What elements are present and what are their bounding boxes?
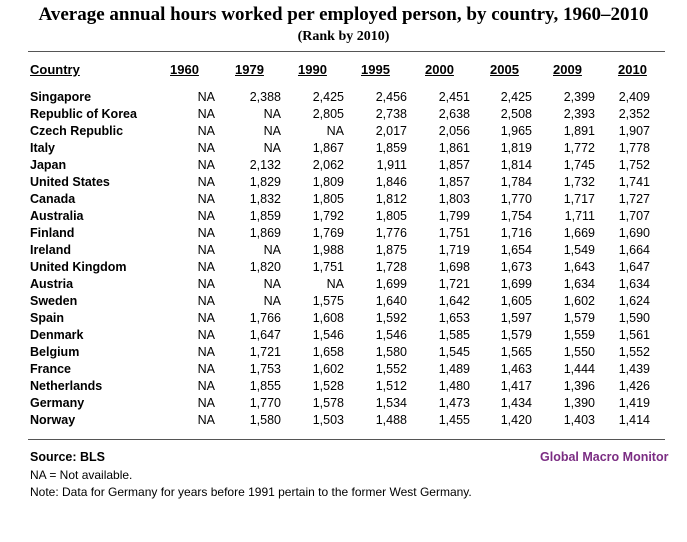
hours-cell: 1,489: [438, 362, 470, 376]
country-name: Czech Republic: [30, 124, 124, 138]
hours-cell: 1,565: [500, 345, 532, 359]
hours-cell: NA: [263, 277, 281, 291]
table-row: [0, 362, 687, 379]
hours-cell: 1,653: [438, 311, 470, 325]
hours-cell: 1,690: [618, 226, 650, 240]
hours-cell: 2,017: [375, 124, 407, 138]
hours-cell: 2,451: [438, 90, 470, 104]
germany-note: Note: Data for Germany for years before 1991 pertain to the former West Germany.: [30, 485, 472, 499]
hours-cell: 1,503: [312, 413, 344, 427]
hours-cell: NA: [197, 294, 215, 308]
hours-cell: NA: [326, 277, 344, 291]
hours-cell: NA: [263, 243, 281, 257]
hours-cell: 1,624: [618, 294, 650, 308]
hours-cell: 1,829: [249, 175, 281, 189]
hours-cell: 1,455: [438, 413, 470, 427]
hours-cell: 1,647: [618, 260, 650, 274]
table-row: [0, 226, 687, 243]
hours-cell: 1,426: [618, 379, 650, 393]
hours-cell: 1,534: [375, 396, 407, 410]
table-row: [0, 175, 687, 192]
hours-cell: 1,463: [500, 362, 532, 376]
hours-cell: 1,396: [563, 379, 595, 393]
table-header: [0, 62, 687, 80]
column-header-2009: 2009: [553, 62, 582, 77]
na-note: NA = Not available.: [30, 468, 133, 482]
hours-cell: 1,732: [563, 175, 595, 189]
table-row: [0, 379, 687, 396]
hours-cell: 1,605: [500, 294, 532, 308]
hours-cell: 1,770: [500, 192, 532, 206]
hours-cell: 1,434: [500, 396, 532, 410]
hours-cell: 1,707: [618, 209, 650, 223]
hours-cell: 1,861: [438, 141, 470, 155]
table-row: [0, 311, 687, 328]
hours-cell: 1,546: [312, 328, 344, 342]
hours-cell: 1,580: [375, 345, 407, 359]
hours-cell: 1,803: [438, 192, 470, 206]
hours-cell: NA: [197, 413, 215, 427]
hours-cell: 1,752: [618, 158, 650, 172]
column-header-2000: 2000: [425, 62, 454, 77]
hours-cell: 1,602: [312, 362, 344, 376]
hours-cell: NA: [197, 141, 215, 155]
hours-cell: 1,814: [500, 158, 532, 172]
hours-cell: 1,444: [563, 362, 595, 376]
table-row: [0, 277, 687, 294]
column-header-1990: 1990: [298, 62, 327, 77]
hours-cell: 1,546: [375, 328, 407, 342]
country-name: Germany: [30, 396, 85, 410]
table-row: [0, 345, 687, 362]
hours-cell: 1,561: [618, 328, 650, 342]
hours-cell: 1,575: [312, 294, 344, 308]
table-row: [0, 243, 687, 260]
hours-cell: 1,673: [500, 260, 532, 274]
hours-cell: NA: [263, 141, 281, 155]
hours-cell: 2,456: [375, 90, 407, 104]
country-name: Denmark: [30, 328, 84, 342]
hours-cell: 2,805: [312, 107, 344, 121]
hours-cell: 1,414: [618, 413, 650, 427]
hours-cell: 1,805: [375, 209, 407, 223]
table-row: [0, 209, 687, 226]
hours-cell: 1,580: [249, 413, 281, 427]
hours-cell: NA: [197, 90, 215, 104]
bottom-divider: [28, 439, 665, 440]
hours-cell: 1,741: [618, 175, 650, 189]
hours-cell: 1,766: [249, 311, 281, 325]
hours-cell: 2,508: [500, 107, 532, 121]
hours-cell: 1,634: [618, 277, 650, 291]
hours-cell: NA: [197, 209, 215, 223]
hours-cell: 1,578: [312, 396, 344, 410]
country-name: Republic of Korea: [30, 107, 137, 121]
hours-cell: 1,891: [563, 124, 595, 138]
hours-cell: 2,388: [249, 90, 281, 104]
hours-cell: NA: [263, 124, 281, 138]
hours-cell: 1,608: [312, 311, 344, 325]
hours-cell: 2,738: [375, 107, 407, 121]
hours-cell: 1,549: [563, 243, 595, 257]
hours-cell: 1,805: [312, 192, 344, 206]
hours-cell: 2,352: [618, 107, 650, 121]
hours-cell: 1,642: [438, 294, 470, 308]
hours-cell: NA: [197, 158, 215, 172]
hours-cell: 1,769: [312, 226, 344, 240]
hours-cell: 1,859: [375, 141, 407, 155]
hours-cell: NA: [263, 107, 281, 121]
hours-cell: 1,846: [375, 175, 407, 189]
hours-cell: 1,753: [249, 362, 281, 376]
hours-cell: 1,820: [249, 260, 281, 274]
hours-cell: 1,717: [563, 192, 595, 206]
hours-cell: 1,420: [500, 413, 532, 427]
hours-cell: 2,393: [563, 107, 595, 121]
hours-cell: 1,643: [563, 260, 595, 274]
table-row: [0, 413, 687, 430]
hours-cell: 1,664: [618, 243, 650, 257]
hours-cell: 1,545: [438, 345, 470, 359]
table-row: [0, 328, 687, 345]
hours-cell: 1,528: [312, 379, 344, 393]
table-body: [0, 90, 687, 430]
hours-cell: 1,875: [375, 243, 407, 257]
table-row: [0, 124, 687, 141]
hours-cell: 1,669: [563, 226, 595, 240]
hours-cell: NA: [197, 243, 215, 257]
hours-cell: 1,809: [312, 175, 344, 189]
column-header-1995: 1995: [361, 62, 390, 77]
country-name: Ireland: [30, 243, 71, 257]
hours-cell: 1,640: [375, 294, 407, 308]
page-title: Average annual hours worked per employed person, by country, 1960–2010: [38, 4, 649, 25]
hours-cell: 1,559: [563, 328, 595, 342]
hours-cell: 2,425: [312, 90, 344, 104]
page-subtitle: (Rank by 2010): [297, 29, 390, 44]
hours-cell: 1,812: [375, 192, 407, 206]
hours-cell: 1,403: [563, 413, 595, 427]
hours-cell: 1,751: [438, 226, 470, 240]
country-name: Canada: [30, 192, 76, 206]
hours-cell: 1,480: [438, 379, 470, 393]
hours-cell: 1,867: [312, 141, 344, 155]
hours-cell: 2,062: [312, 158, 344, 172]
country-name: Spain: [30, 311, 65, 325]
table-row: [0, 192, 687, 209]
hours-cell: 1,784: [500, 175, 532, 189]
hours-cell: 1,770: [249, 396, 281, 410]
hours-cell: NA: [197, 328, 215, 342]
hours-cell: NA: [197, 379, 215, 393]
hours-cell: 1,552: [375, 362, 407, 376]
hours-cell: 1,772: [563, 141, 595, 155]
hours-cell: 1,390: [563, 396, 595, 410]
hours-cell: 1,832: [249, 192, 281, 206]
hours-cell: 2,425: [500, 90, 532, 104]
hours-cell: 1,579: [500, 328, 532, 342]
hours-cell: 1,799: [438, 209, 470, 223]
hours-cell: NA: [197, 362, 215, 376]
hours-cell: NA: [197, 175, 215, 189]
hours-cell: 1,721: [438, 277, 470, 291]
country-name: Austria: [30, 277, 74, 291]
top-divider: [28, 51, 665, 52]
hours-cell: 1,439: [618, 362, 650, 376]
column-header-country: Country: [30, 62, 80, 77]
column-header-2010: 2010: [618, 62, 647, 77]
hours-cell: 1,988: [312, 243, 344, 257]
source-note: Source: BLS: [30, 450, 106, 464]
country-name: Italy: [30, 141, 56, 155]
hours-cell: 1,855: [249, 379, 281, 393]
hours-cell: 2,399: [563, 90, 595, 104]
hours-cell: NA: [197, 226, 215, 240]
hours-cell: 1,699: [500, 277, 532, 291]
hours-cell: 1,597: [500, 311, 532, 325]
hours-cell: 1,727: [618, 192, 650, 206]
country-name: Norway: [30, 413, 76, 427]
hours-cell: 1,658: [312, 345, 344, 359]
hours-cell: NA: [197, 107, 215, 121]
hours-cell: 1,859: [249, 209, 281, 223]
hours-cell: 1,751: [312, 260, 344, 274]
hours-cell: NA: [197, 124, 215, 138]
country-name: United Kingdom: [30, 260, 127, 274]
country-name: Belgium: [30, 345, 80, 359]
hours-cell: NA: [197, 345, 215, 359]
country-name: France: [30, 362, 71, 376]
hours-cell: 2,132: [249, 158, 281, 172]
table-row: [0, 260, 687, 277]
hours-cell: 1,473: [438, 396, 470, 410]
hours-cell: 1,647: [249, 328, 281, 342]
hours-cell: 1,857: [438, 158, 470, 172]
country-name: United States: [30, 175, 110, 189]
hours-cell: 1,699: [375, 277, 407, 291]
table-row: [0, 90, 687, 107]
hours-cell: 1,728: [375, 260, 407, 274]
hours-cell: 1,721: [249, 345, 281, 359]
hours-cell: NA: [197, 260, 215, 274]
hours-cell: 1,417: [500, 379, 532, 393]
hours-cell: 1,792: [312, 209, 344, 223]
table-row: [0, 158, 687, 175]
hours-cell: 1,590: [618, 311, 650, 325]
hours-cell: 1,579: [563, 311, 595, 325]
country-name: Australia: [30, 209, 84, 223]
hours-cell: NA: [326, 124, 344, 138]
hours-cell: 1,869: [249, 226, 281, 240]
hours-cell: 2,056: [438, 124, 470, 138]
hours-cell: 1,745: [563, 158, 595, 172]
hours-cell: 1,716: [500, 226, 532, 240]
hours-cell: 2,409: [618, 90, 650, 104]
country-name: Sweden: [30, 294, 78, 308]
hours-cell: 1,719: [438, 243, 470, 257]
hours-cell: 1,592: [375, 311, 407, 325]
hours-cell: 1,602: [563, 294, 595, 308]
hours-cell: 1,857: [438, 175, 470, 189]
table-row: [0, 396, 687, 413]
hours-cell: NA: [197, 396, 215, 410]
hours-cell: 1,911: [376, 158, 407, 172]
table-row: [0, 294, 687, 311]
country-name: Singapore: [30, 90, 92, 104]
hours-cell: 1,754: [500, 209, 532, 223]
country-name: Netherlands: [30, 379, 103, 393]
hours-cell: 1,634: [563, 277, 595, 291]
hours-cell: NA: [197, 192, 215, 206]
hours-cell: NA: [197, 277, 215, 291]
hours-cell: 1,552: [618, 345, 650, 359]
hours-cell: 1,550: [563, 345, 595, 359]
hours-cell: 1,654: [500, 243, 532, 257]
hours-cell: 1,778: [618, 141, 650, 155]
country-name: Finland: [30, 226, 75, 240]
hours-cell: 1,698: [438, 260, 470, 274]
hours-cell: 1,907: [618, 124, 650, 138]
hours-cell: 1,819: [500, 141, 532, 155]
hours-cell: 1,488: [375, 413, 407, 427]
hours-cell: NA: [263, 294, 281, 308]
hours-cell: 1,776: [375, 226, 407, 240]
column-header-1960: 1960: [170, 62, 199, 77]
hours-cell: 2,638: [438, 107, 470, 121]
brand-label: Global Macro Monitor: [540, 450, 669, 464]
column-header-2005: 2005: [490, 62, 519, 77]
table-row: [0, 107, 687, 124]
hours-cell: NA: [197, 311, 215, 325]
hours-cell: 1,512: [375, 379, 407, 393]
hours-cell: 1,711: [564, 209, 595, 223]
hours-cell: 1,965: [500, 124, 532, 138]
country-name: Japan: [30, 158, 67, 172]
hours-cell: 1,585: [438, 328, 470, 342]
table-row: [0, 141, 687, 158]
hours-cell: 1,419: [618, 396, 650, 410]
column-header-1979: 1979: [235, 62, 264, 77]
